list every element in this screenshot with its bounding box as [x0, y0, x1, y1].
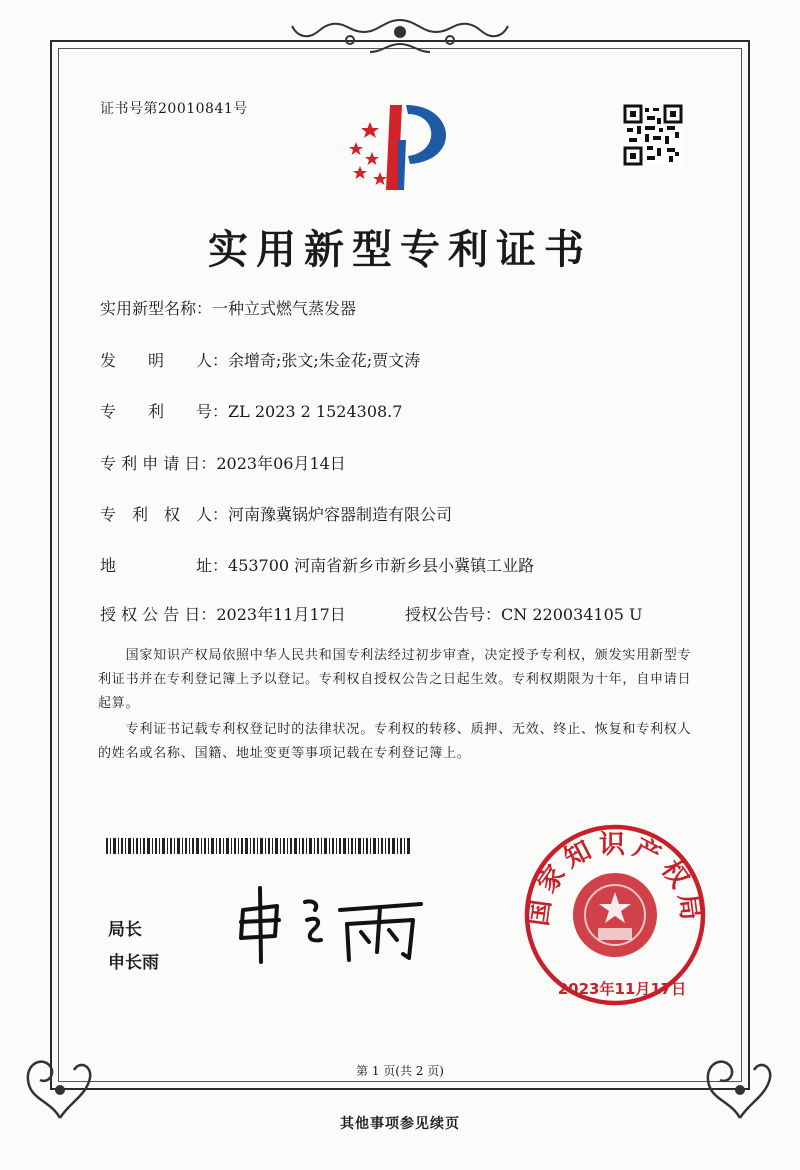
page-number: 第 1 页(共 2 页)	[356, 1064, 444, 1078]
seal-text: 国家知识产权局	[523, 829, 707, 928]
director-name: 申长雨	[108, 953, 159, 973]
field-value: 453700 河南省新乡市新乡县小冀镇工业路	[228, 556, 535, 575]
field-label: 专 利 号：	[100, 402, 229, 421]
seal-date: 2023年11月17日	[557, 980, 687, 998]
qr-code-icon	[623, 104, 683, 166]
field-patent-number	[100, 399, 402, 422]
field-inventor	[100, 348, 420, 371]
field-value: CN 220034105 U	[501, 605, 643, 624]
footer-note: 其他事项参见续页	[340, 1116, 460, 1132]
field-filing-date	[100, 451, 346, 474]
field-label: 地 址：	[100, 556, 229, 575]
field-value: 2023年06月14日	[216, 454, 346, 473]
top-ornament-icon	[290, 14, 510, 58]
field-label: 实用新型名称：	[100, 299, 213, 318]
field-grant-date	[100, 602, 346, 625]
field-label: 授 权 公 告 日：	[100, 605, 217, 624]
paragraph-legal-status: 专利证书记载专利权登记时的法律状况。专利权的转移、质押、无效、终止、恢复和专利权人的姓名或名称、国籍、地址变更等事项记载在专利登记簿上。	[98, 722, 692, 761]
field-patentee	[100, 502, 452, 525]
field-utility-name	[100, 296, 356, 319]
barcode-icon	[106, 838, 410, 854]
field-value: ZL 2023 2 1524308.7	[228, 402, 403, 421]
director-title: 局长	[108, 920, 142, 940]
field-label: 专 利 申 请 日：	[100, 454, 217, 473]
paragraph-grant-decision: 国家知识产权局依照中华人民共和国专利法经过初步审查，决定授予专利权，颁发实用新型专利证书并在专利登记簿上予以登记。专利权自授权公告之日起生效。专利权期限为十年，自申请日起算。	[98, 648, 692, 711]
field-value: 河南豫冀锅炉容器制造有限公司	[228, 505, 453, 524]
field-grant-number	[405, 602, 643, 625]
certificate-number: 证书号第20010841号	[100, 101, 248, 117]
field-label: 专 利 权 人：	[100, 505, 229, 524]
page-title: 实用新型专利证书	[208, 227, 592, 273]
field-value: 余增奇;张文;朱金花;贾文涛	[228, 351, 421, 370]
field-value: 一种立式燃气蒸发器	[212, 299, 357, 318]
field-address	[100, 553, 534, 576]
signature	[235, 880, 435, 965]
cnipa-logo-icon	[340, 100, 470, 195]
field-label: 授权公告号：	[405, 605, 502, 624]
field-label: 发 明 人：	[100, 351, 229, 370]
field-value: 2023年11月17日	[216, 605, 346, 624]
